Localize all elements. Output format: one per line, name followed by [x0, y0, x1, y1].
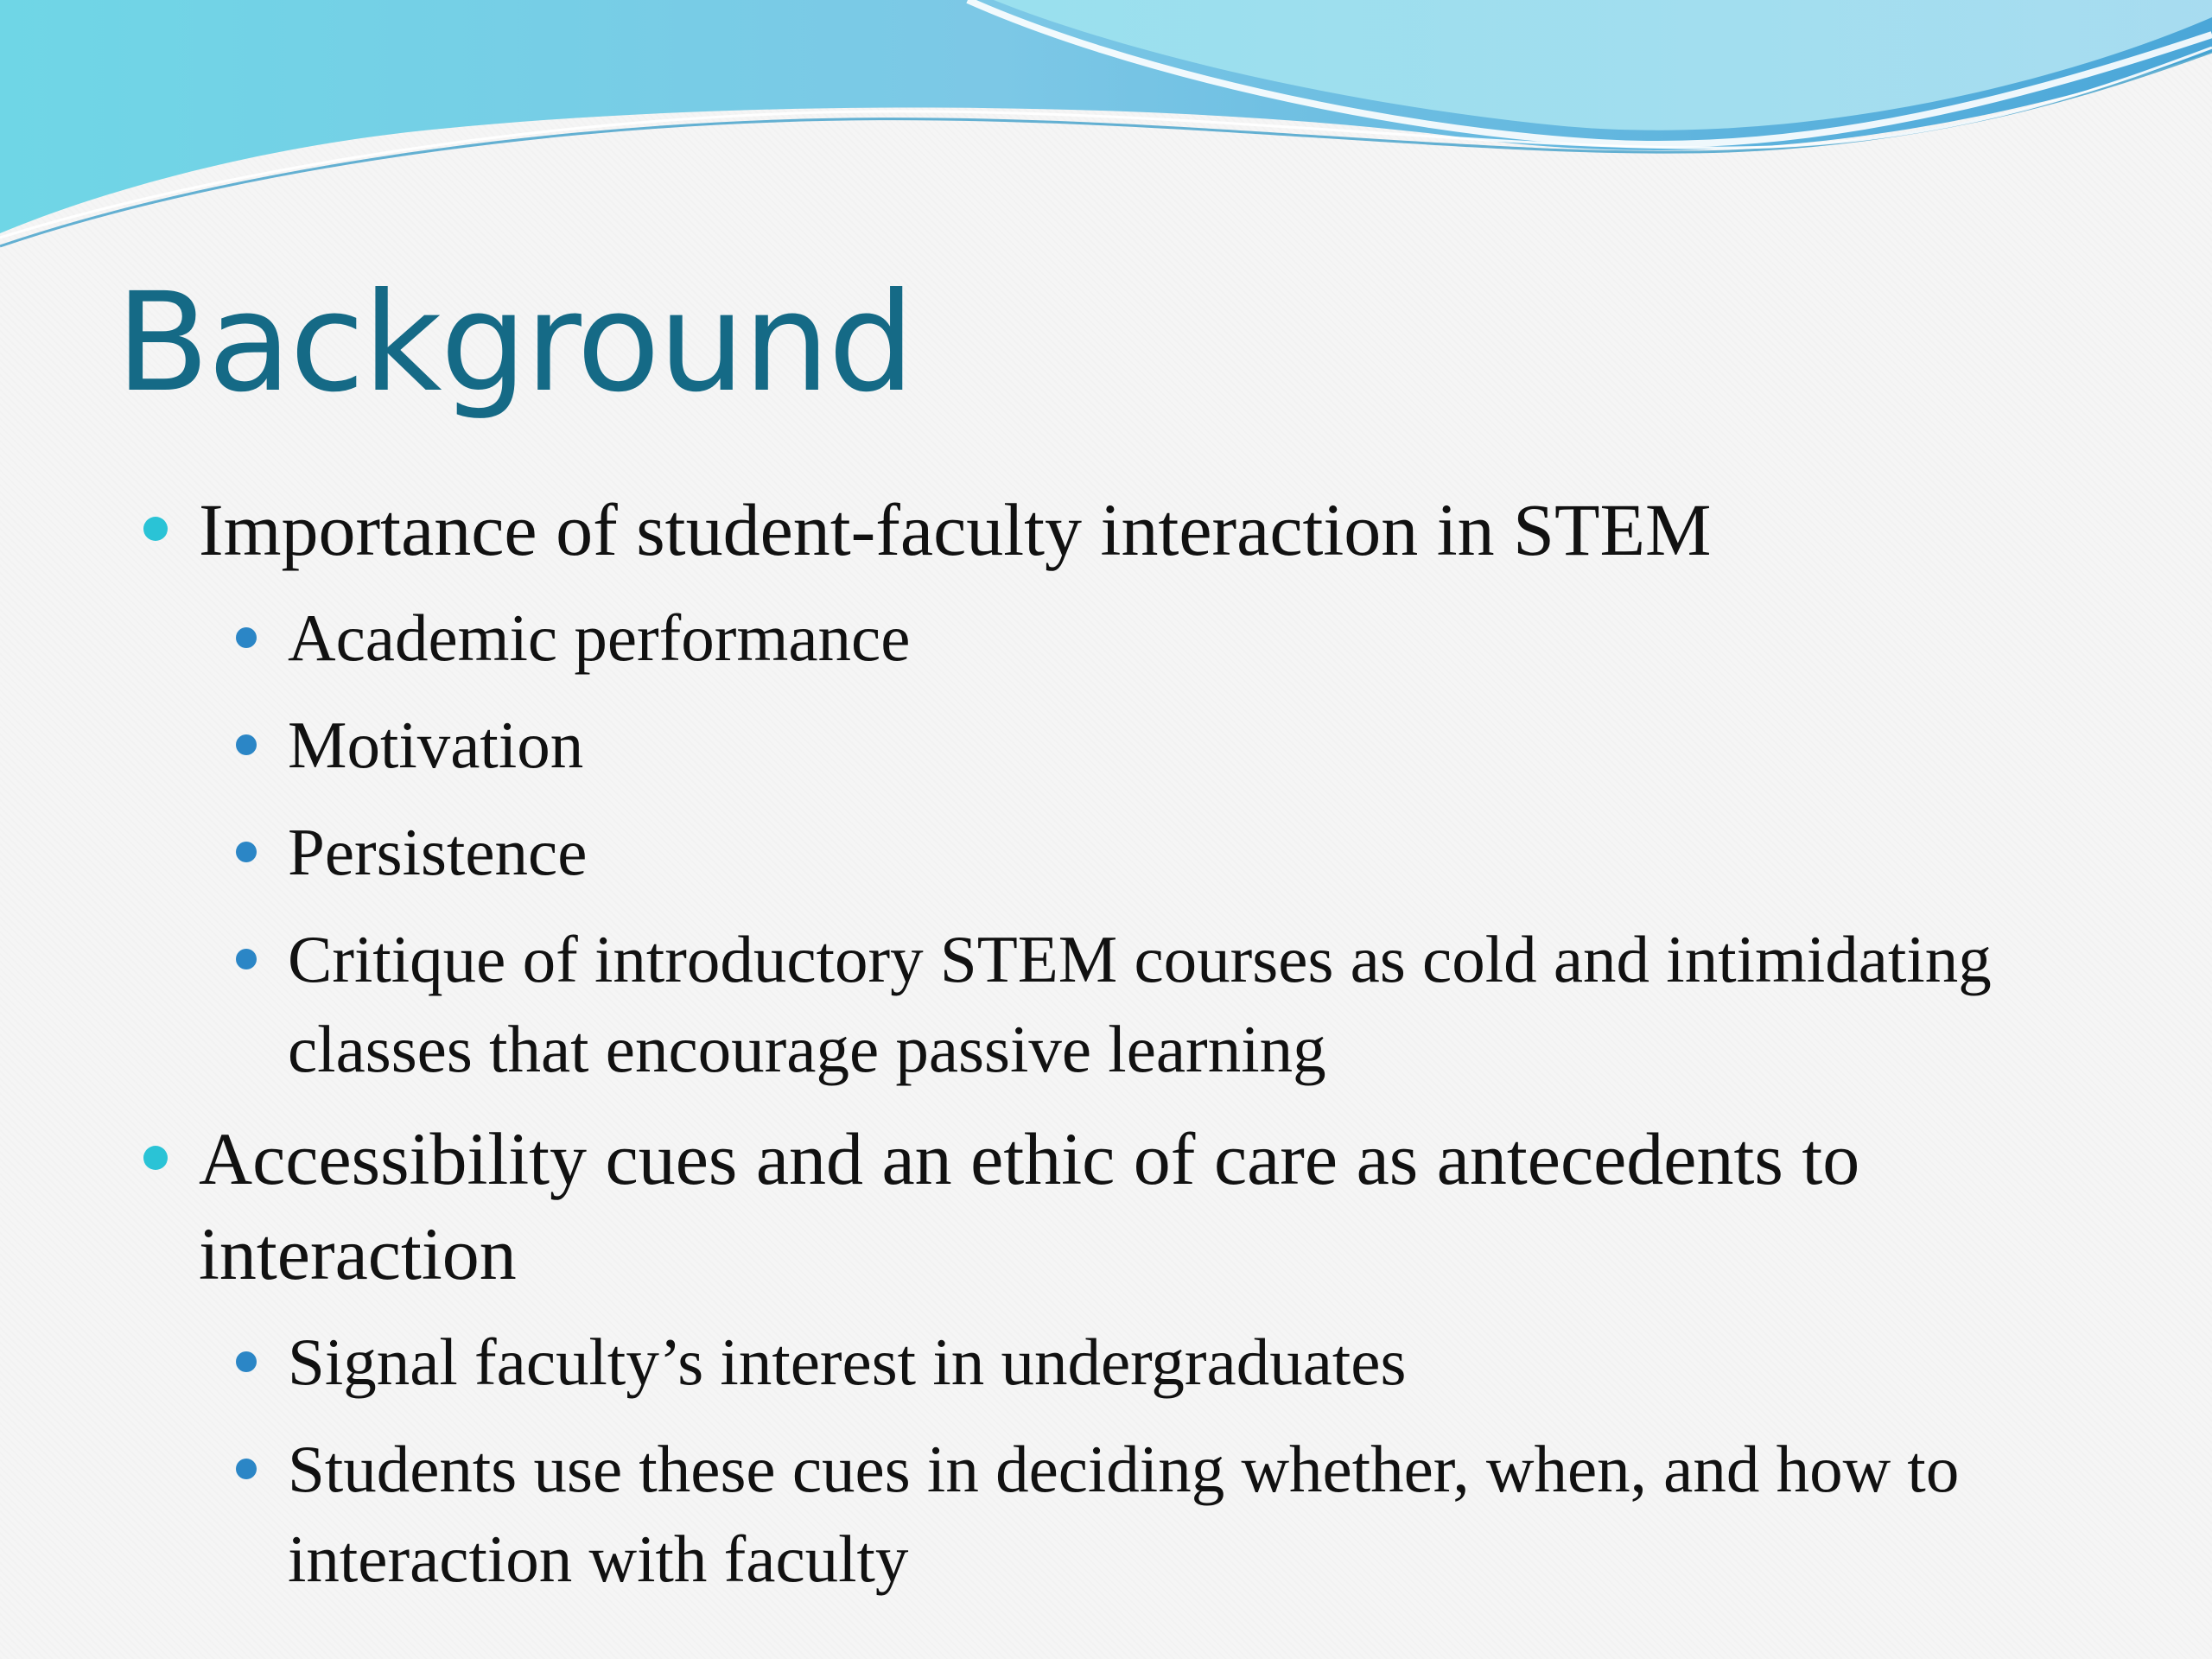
sub-bullet-dot-icon [236, 949, 257, 969]
bullet-item: Accessibility cues and an ethic of care as antecedents to interaction [199, 1117, 1860, 1295]
sub-bullet-dot-icon [236, 1459, 257, 1479]
header-wave-decoration [0, 0, 2212, 276]
sub-bullet-dot-icon [236, 627, 257, 648]
sub-bullet-item: Motivation [288, 708, 584, 782]
slide-title: Background [116, 264, 913, 423]
sub-bullet-item: Academic performance [288, 601, 911, 675]
sub-bullet-dot-icon [236, 734, 257, 755]
sub-bullet-item: Critique of introductory STEM courses as cold and intimidating classes that encourage passive learning [288, 922, 1992, 1086]
bullet-item: Importance of student-faculty interaction in STEM [199, 488, 1712, 571]
bullet-dot-icon [143, 517, 168, 541]
sub-bullet-item: Persistence [288, 815, 588, 889]
sub-bullet-dot-icon [236, 842, 257, 862]
sub-bullet-item: Students use these cues in deciding whether, when, and how to interaction with faculty [288, 1432, 1960, 1596]
sub-bullet-dot-icon [236, 1351, 257, 1372]
bullet-dot-icon [143, 1146, 168, 1170]
sub-bullet-item: Signal faculty’s interest in undergraduates [288, 1325, 1407, 1399]
